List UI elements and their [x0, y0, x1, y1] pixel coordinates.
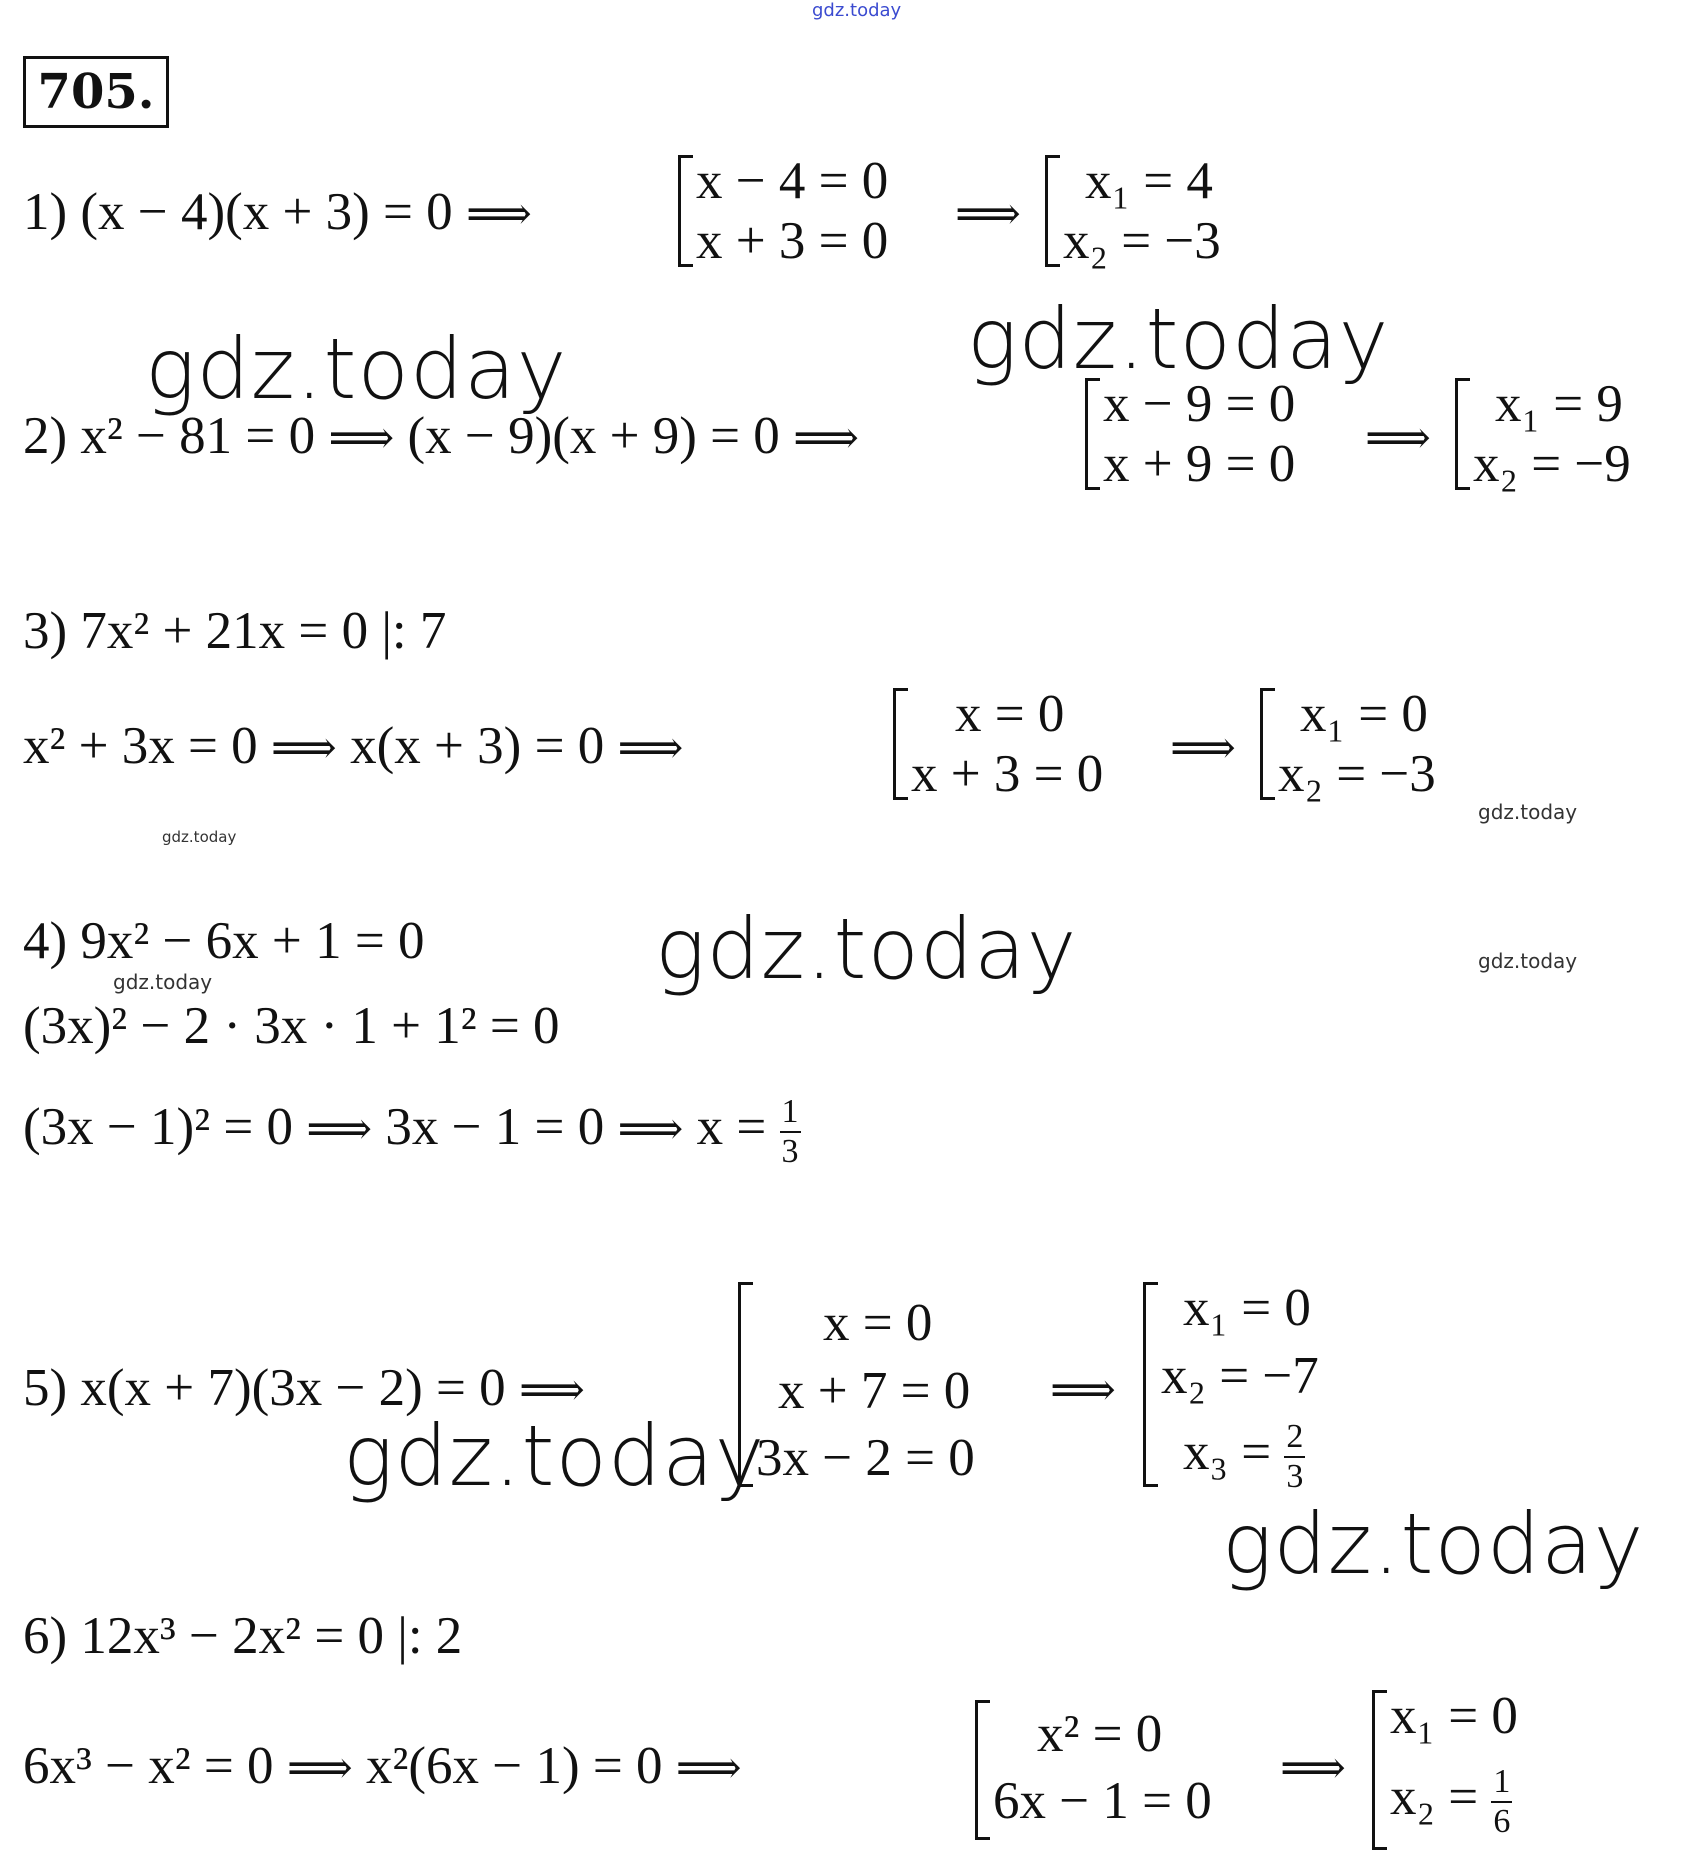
- fraction-one-third: $\frac{1}{3}$: [781, 1093, 799, 1170]
- problem-6-equation: 6) 12x³ − 2x² = 0 |: 2: [23, 1607, 463, 1665]
- implies-arrow: ⟹: [1365, 410, 1431, 464]
- fraction-one-sixth: $\frac{1}{6}$: [1493, 1763, 1511, 1840]
- implies-arrow: ⟹: [1280, 1740, 1346, 1794]
- problem-5-roots: x₁ = 0 x₂ = −7 x₃ = $\frac{2}{3}$: [1143, 1282, 1403, 1487]
- problem-2-system: x − 9 = 0 x + 9 = 0: [1085, 378, 1365, 490]
- watermark: gdz.today: [1222, 1495, 1645, 1593]
- fraction-two-thirds: $\frac{2}{3}$: [1286, 1418, 1304, 1495]
- problem-number: 705.: [23, 56, 169, 128]
- problem-3-factoring: x² + 3x = 0 ⟹ x(x + 3) = 0 ⟹: [23, 717, 684, 775]
- watermark: gdz.today: [1478, 949, 1578, 973]
- problem-3-system: x = 0 x + 3 = 0: [893, 688, 1173, 800]
- problem-2-equation: 2) x² − 81 = 0 ⟹ (x − 9)(x + 9) = 0 ⟹: [23, 407, 860, 465]
- implies-arrow: ⟹: [1170, 720, 1236, 774]
- watermark: gdz.today: [1478, 800, 1578, 824]
- watermark: gdz.today: [967, 290, 1390, 388]
- problem-3-equation: 3) 7x² + 21x = 0 |: 7: [23, 602, 447, 660]
- watermark: gdz.today: [145, 320, 568, 418]
- problem-4-solution: (3x − 1)² = 0 ⟹ 3x − 1 = 0 ⟹ x = $\frac{1}{3}$: [23, 1093, 799, 1170]
- problem-1-roots: x₁ = 4 x₂ = −3: [1045, 155, 1285, 267]
- problem-6-factoring: 6x³ − x² = 0 ⟹ x²(6x − 1) = 0 ⟹: [23, 1737, 742, 1795]
- watermark-top: gdz.today: [812, 0, 902, 21]
- implies-arrow: ⟹: [1050, 1362, 1116, 1416]
- problem-4-equation: 4) 9x² − 6x + 1 = 0: [23, 912, 425, 970]
- watermark: gdz.today: [113, 970, 213, 994]
- problem-3-roots: x₁ = 0 x₂ = −3: [1260, 688, 1500, 800]
- problem-2-roots: x₁ = 9 x₂ = −9: [1455, 378, 1675, 490]
- problem-1-system: x − 4 = 0 x + 3 = 0: [678, 155, 958, 267]
- problem-1-equation: 1) (x − 4)(x + 3) = 0 ⟹: [23, 183, 532, 241]
- problem-5-system: x = 0 x + 7 = 0 3x − 2 = 0: [738, 1282, 1028, 1487]
- problem-6-system: x² = 0 6x − 1 = 0: [975, 1700, 1265, 1840]
- problem-5-equation: 5) x(x + 7)(3x − 2) = 0 ⟹: [23, 1359, 585, 1417]
- implies-arrow: ⟹: [955, 186, 1021, 240]
- watermark: gdz.today: [343, 1407, 766, 1505]
- problem-6-roots: x₁ = 0 x₂ = $\frac{1}{6}$: [1372, 1690, 1602, 1850]
- watermark: gdz.today: [162, 828, 237, 846]
- problem-4-expanded: (3x)² − 2 · 3x · 1 + 1² = 0: [23, 997, 560, 1055]
- watermark: gdz.today: [655, 900, 1078, 998]
